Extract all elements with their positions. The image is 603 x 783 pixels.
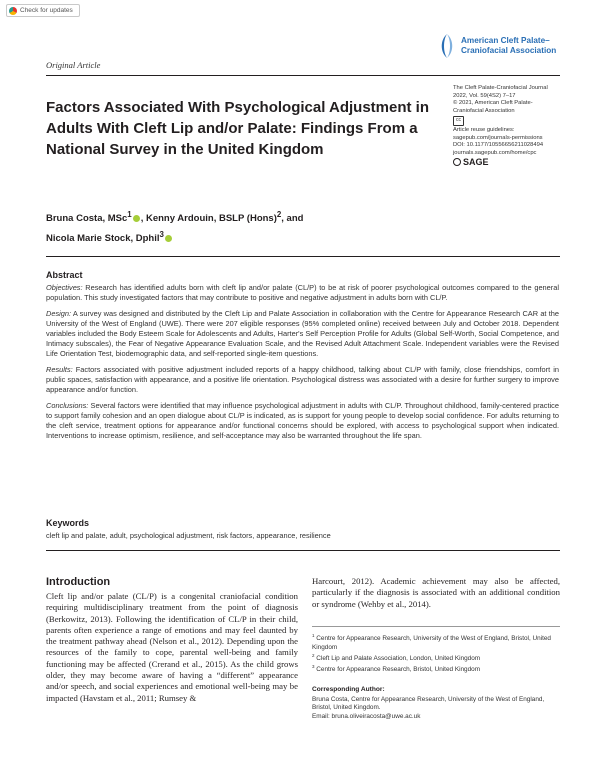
corresponding-author [312, 696, 560, 721]
permissions-link[interactable]: sagepub.com/journals-permissions [453, 134, 543, 141]
journal-home-link[interactable]: journals.sagepub.com/home/cpc [453, 149, 537, 156]
article-title: Factors Associated With Psychological Adjustment in Adults With Cleft Lip and/or Palate: Findings From a National Survey in the United Kingdom [46, 99, 429, 158]
keywords-bottom-rule [46, 550, 560, 551]
sage-logo [453, 158, 573, 166]
author-list [46, 207, 446, 247]
cc-license-icon[interactable]: cc [453, 116, 464, 126]
journal-name: The Cleft Palate-Craniofacial Journal [453, 85, 548, 91]
affiliation-2: $^2$ Cleft Lip and Palate Association, London, United Kingdom [312, 652, 481, 663]
sage-circle-icon [453, 158, 461, 166]
corresponding-author-address: Bruna Costa, Centre for Appearance Research, University of the West of England, Bristol, United Kingdom. [312, 696, 545, 712]
author-separator: , and [281, 213, 304, 225]
affiliation-1: $^1$ Centre for Appearance Research, University of the West of England, Bristol, United Kingdom [312, 633, 551, 651]
journal-info [453, 85, 573, 166]
sage-label: SAGE [463, 156, 489, 167]
keywords-heading: Keywords [46, 518, 90, 528]
abstract-results: Results: Factors associated with positive adjustment included reports of a happy childhood, talking about CL/P with family, close friendships, comfort in public spaces, satisfaction with appearance, and a positive life orientation. Psychological distress was associated with a desire for further surgery to improve appearance and/or function. [46, 365, 559, 394]
abstract-conclusions: Conclusions: Several factors were identified that may influence psychological adjustment in adults with CL/P. Throughout childhood, family-centered practice to support family cohesion and an open dialogue about CL/P is indicated, as is support for young people to develop social confidence. For adults returning to the cleft service, treatment options for appearance and/or functional concerns should be explored, with access to psychological support when indicated. Interventions to increase optimism, resilience, and self-acceptance may also be warranted throughout the life span. [46, 401, 559, 440]
abstract-objectives: Objectives: Research has identified adults born with cleft lip and/or palate (CL/P) to be at risk of poorer psychological outcomes compared to the general population. This study investigated factors that may contribute to positive and negative adjustment in adults born with CL/P. [46, 283, 559, 302]
orcid-icon[interactable] [165, 235, 172, 242]
header-rule [46, 75, 560, 76]
abstract-body [46, 283, 559, 447]
acpa-logo [437, 28, 567, 64]
copyright-line-2: Craniofacial Association [453, 107, 515, 114]
article-type: Original Article [46, 60, 101, 70]
acpa-logo-icon [437, 32, 457, 60]
author-3-affiliation: 3 [159, 230, 164, 240]
introduction-heading: Introduction [46, 576, 111, 588]
introduction-column-1: Cleft lip and/or palate (CL/P) is a congenital craniofacial condition requiring multidisciplinary treatment from the point of diagnosis (Berkowitz, 2013). Following the identification of CL/P in their child, parents often experience a range of emotions and may feel daunted by the treatment pathway ahead (Nelson et al., 2012). Depending upon the resources of the family to cope, parental well-being and family functioning may be affected (Crerand et al., 2015). As the child grows older, they may become aware of having a “different” appearance and/or speech, and social experiences and emotional well-being may be impacted (Havstam et al., 2011; Rumsey & [46, 591, 298, 703]
abstract-heading: Abstract [46, 270, 83, 280]
author-1[interactable]: Bruna Costa, MSc [46, 213, 128, 225]
logo-line-2: Craniofacial Association [461, 46, 557, 55]
check-for-updates-label: Check for updates [20, 7, 73, 14]
footnote-rule [312, 626, 560, 627]
journal-volume: 2022, Vol. 59(4S2) 7–17 [453, 92, 516, 99]
author-1-affiliation: 1 [127, 210, 132, 219]
abstract-design: Design: A survey was designed and distributed by the Cleft Lip and Palate Association in collaboration with the Centre for Appearance Research CAR at the University of the West of England (UWE). There were 207 eligible responses (95% completed online) received between July and October 2018. Dependent variables included the Body Esteem Scale for Adolescents and Adults, Harter's Self Perception Profile for Adults (Global Self-Worth, Social Competence, and Intimacy subscales), the Fear of Negative Appearance Evaluation Scale, and the Revised Adult Attachment Scale. Independent variables were the Revised Life Orientation Test, biodemographic data, and self-reported single-item questions. [46, 309, 559, 358]
affiliations [312, 632, 560, 675]
keywords-list: cleft lip and palate, adult, psychological adjustment, risk factors, appearance, resilience [46, 531, 331, 540]
corresponding-author-heading: Corresponding Author: [312, 686, 385, 693]
abstract-top-rule [46, 256, 560, 257]
introduction-column-2: Harcourt, 2012). Academic achievement may also be affected, particularly if the diagnosis is associated with an additional condition or syndrome (Wehby et al., 2014). [312, 576, 560, 609]
orcid-icon[interactable] [133, 215, 140, 222]
crossmark-icon [9, 7, 17, 15]
author-2[interactable]: , Kenny Ardouin, BSLP (Hons) [140, 213, 277, 225]
logo-line-1: American Cleft Palate– [461, 36, 550, 45]
author-3[interactable]: Nicola Marie Stock, Dphil [46, 233, 160, 245]
doi-link[interactable]: DOI: 10.1177/10556656211028494 [453, 142, 544, 149]
affiliation-3: $^3$ Centre for Appearance Research, Bristol, United Kingdom [312, 664, 481, 674]
check-for-updates-badge[interactable] [6, 4, 80, 17]
copyright-line-1: © 2021, American Cleft Palate- [453, 100, 533, 107]
reuse-guidelines-label: Article reuse guidelines: [453, 126, 515, 133]
author-2-affiliation: 2 [276, 210, 282, 219]
corresponding-author-email[interactable]: Email: bruna.oliveiracosta@uwe.ac.uk [312, 712, 421, 720]
